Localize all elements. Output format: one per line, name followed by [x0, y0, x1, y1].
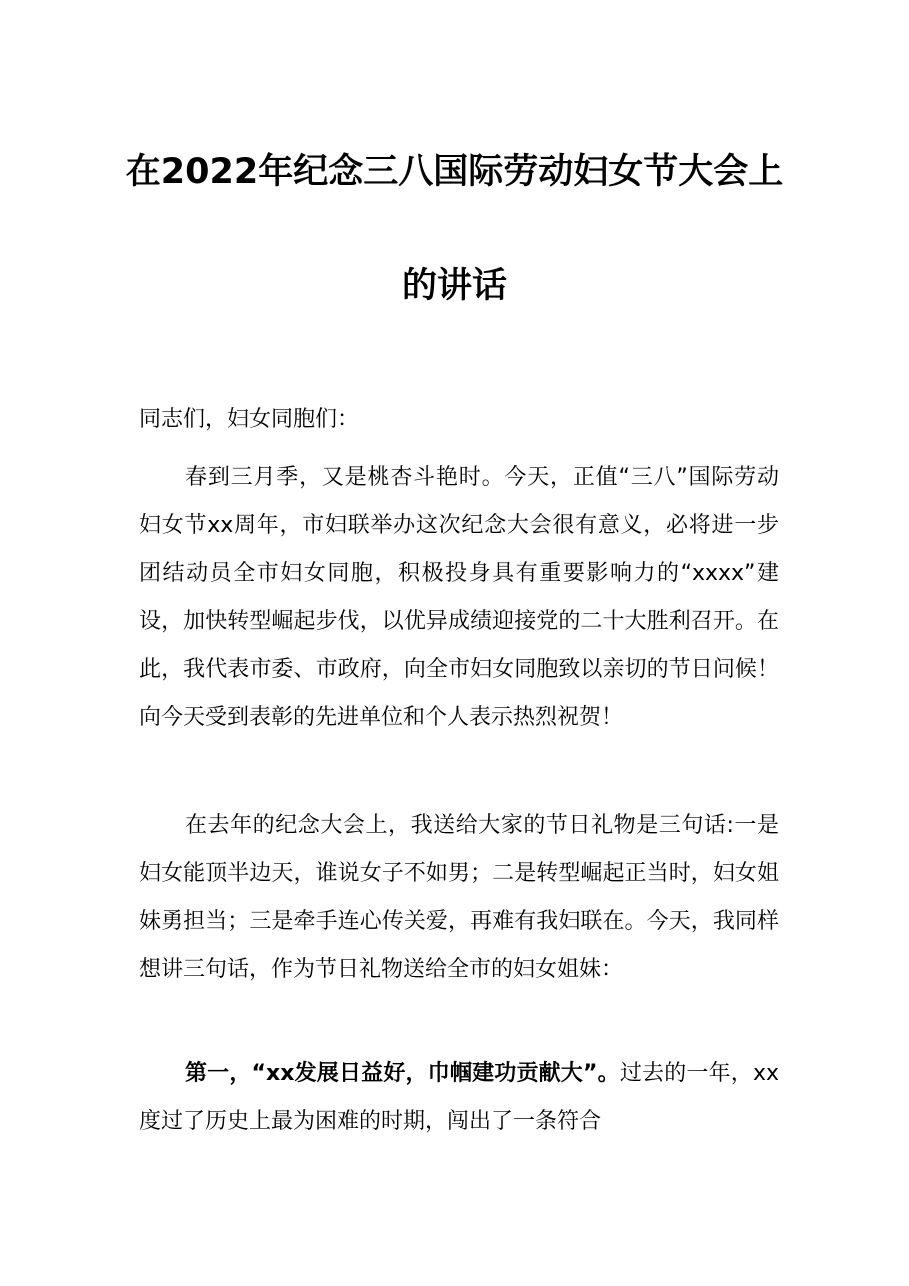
paragraph-1: 春到三月季，又是桃杏斗艳时。今天，正值“三八”国际劳动妇女节xx周年，市妇联举办这次纪念大会很有意义，必将进一步团结动员全市妇女同胞，积极投身具有重要影响力的“xxxx”建设，加快转型崛起步伐，以优异成绩迎接党的二十大胜利召开。在此，我代表市委、市政府，向全市妇女同胞致以亲切的节日问候！向今天受到表彰的先进单位和个人表示热烈祝贺！ — [139, 465, 779, 730]
paragraph-2: 在去年的纪念大会上，我送给大家的节日礼物是三句话:一是妇女能顶半边天，谁说女子不如男；二是转型崛起正当时，妇女姐妹勇担当；三是牵手连心传关爱，再难有我妇联在。今天，我同样想讲三句话，作为节日礼物送给全市的妇女姐妹： — [139, 813, 779, 982]
paragraph-3-lead: 第一，“xx发展日益好，巾帼建功贡献大”。 — [185, 1061, 620, 1086]
salutation: 同志们，妇女同胞们： — [139, 407, 360, 432]
document-title-line-1: 在2022年纪念三八国际劳动妇女节大会上 — [125, 152, 784, 192]
paragraph-3-text: 过去的一年，xx度过了历史上最为困难的时期，闯出了一条符合 — [139, 1061, 779, 1134]
document-title-line-2: 的讲话 — [401, 266, 507, 306]
paragraph-3 — [139, 1050, 779, 1146]
